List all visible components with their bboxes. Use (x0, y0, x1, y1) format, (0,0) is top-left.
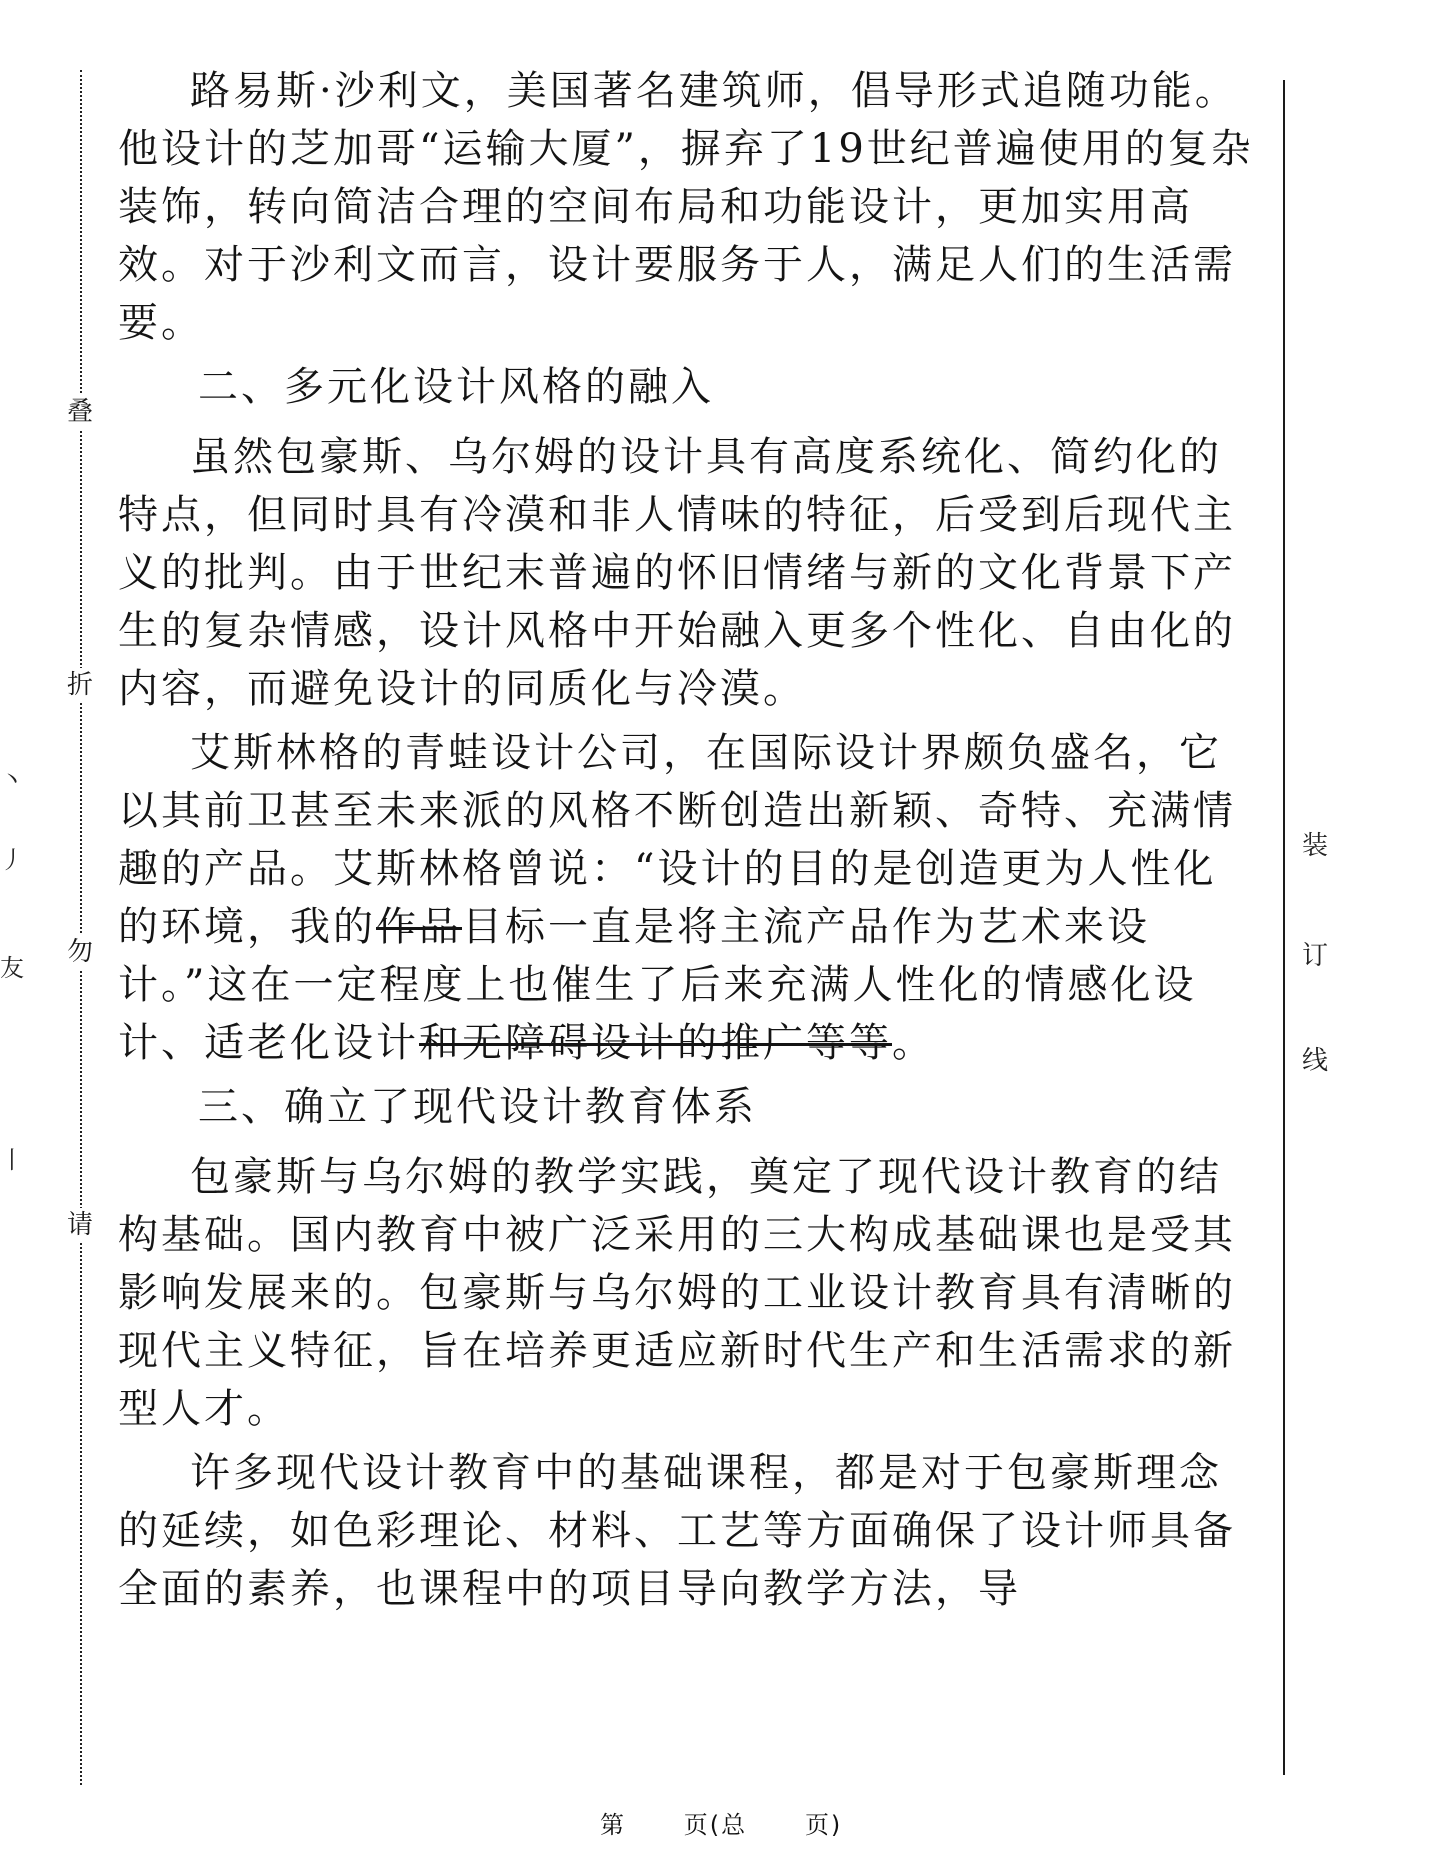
edge-mark: 丨 (0, 1146, 24, 1174)
edge-mark: 丶 (0, 766, 24, 794)
paragraph-bauhaus-education: 包豪斯与乌尔姆的教学实践，奠定了现代设计教育的结构基础。国内教育中被广泛采用的三大构成基础课也是受其影响发展来的。包豪斯与乌尔姆的工业设计教育具有清晰的现代主义特征，旨在培养更适应新时代生产和生活需求的新型人才。 (118, 1154, 1236, 1432)
fold-label-char: 请 (58, 1208, 102, 1242)
inserted-word: 素养 (247, 1566, 333, 1612)
edge-mark: 友 (0, 954, 24, 982)
binding-line (1283, 80, 1285, 1775)
text-run: ，也课程中的项目导向教学方法，导 (333, 1566, 1021, 1612)
footer-label: (总 (709, 1811, 748, 1839)
fold-label-char: 折 (58, 668, 102, 702)
text-run: 艾斯林格的青蛙设计公司，在国际设计界颇负盛名，它以其前卫甚至未来派的风格不断创造出新颖、奇特、充满情趣的产品。艾斯林格曾说：“设计的目的是创造更为人性化的环境，我的 (118, 730, 1236, 950)
fold-label-char: 叠 (58, 395, 102, 429)
text-run: 目标一直是将主流产品作为艺术来设计。”这在一定程度上也催生了后来充满人性化的情感化设计、适老化设计 (118, 904, 1197, 1066)
paragraph-esslinger (118, 724, 1258, 1072)
binding-label-char: 线 (1301, 1046, 1328, 1076)
section-heading-3: 三、确立了现代设计教育体系 (198, 1084, 757, 1130)
edge-mark: 丿 (0, 846, 24, 874)
footer-label: 页 (683, 1811, 710, 1839)
fold-label-char: 勿 (58, 935, 102, 969)
text-run: 。 (892, 1020, 935, 1066)
crossed-out-text: 和无障碍设计的推广等等 (419, 1020, 892, 1066)
footer-label: 页) (804, 1811, 843, 1839)
crossed-out-text: 作品 (376, 904, 462, 950)
section-heading-2: 二、多元化设计风格的融入 (198, 364, 714, 410)
paragraph-sullivan: 路易斯·沙利文，美国著名建筑师，倡导形式追随功能。他设计的芝加哥“运输大厦”，摒弃了19世纪普遍使用的复杂装饰，转向简洁合理的空间布局和功能设计，更加实用高效。对于沙利文而言，设计要服务于人，满足人们的生活需要。 (118, 68, 1254, 346)
fold-line (80, 70, 82, 1785)
paragraph-foundation-courses (118, 1444, 1258, 1618)
answer-body (118, 62, 1258, 1624)
page-number-footer (600, 1805, 842, 1840)
binding-label-char: 订 (1301, 941, 1328, 971)
footer-label: 第 (600, 1811, 626, 1839)
binding-label-char: 装 (1301, 831, 1328, 861)
text-run: 许多现代设计教育中的基础课程，都是对于包豪斯理念的延续，如色彩理论、材料、工艺等方面确保了设计师具备全面的 (118, 1450, 1236, 1612)
paragraph-diversified-style: 虽然包豪斯、乌尔姆的设计具有高度系统化、简约化的特点，但同时具有冷漠和非人情味的特征，后受到后现代主义的批判。由于世纪末普遍的怀旧情绪与新的文化背景下产生的复杂情感，设计风格中开始融入更多个性化、自由化的内容，而避免设计的同质化与冷漠。 (118, 434, 1236, 712)
